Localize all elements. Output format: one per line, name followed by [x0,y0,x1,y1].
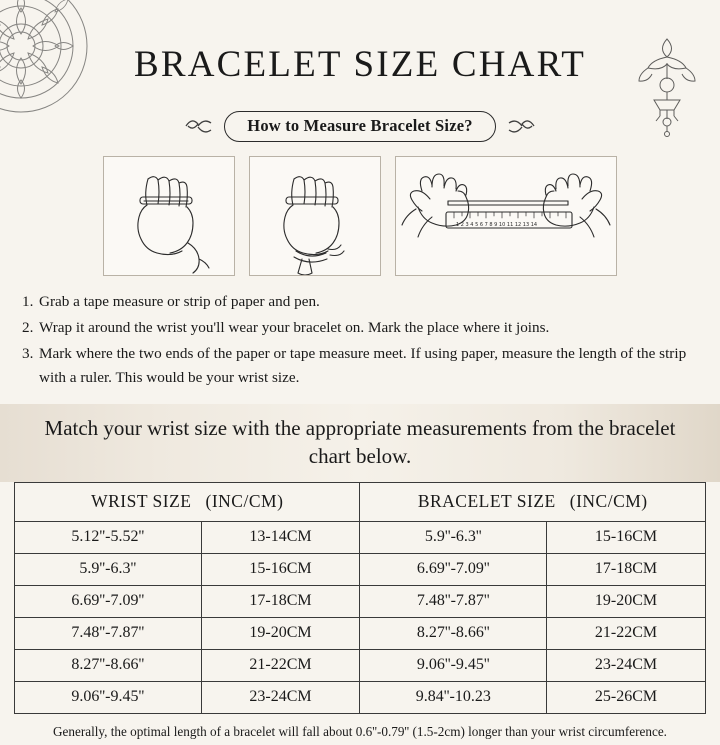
table-header-row [15,482,706,521]
header-bracelet-size [360,482,706,521]
table-row [15,649,706,681]
table-row [15,553,706,585]
cell-bracelet-inch: 6.69''-7.09'' [360,553,547,585]
cell-bracelet-inch: 9.06''-9.45'' [360,649,547,681]
cell-wrist-cm: 19-20CM [201,617,360,649]
step-text: Mark where the two ends of the paper or tape measure meet. If using paper, measure the length of the strip with a ruler. This would be your wrist size. [39,344,687,386]
match-instruction-banner: Match your wrist size with the appropriate measurements from the bracelet chart below. [0,404,720,482]
flourish-left-icon [184,115,214,137]
cell-bracelet-cm: 19-20CM [547,585,706,617]
step-item [22,316,698,340]
cell-wrist-inch: 6.69''-7.09'' [15,585,202,617]
cell-bracelet-cm: 15-16CM [547,521,706,553]
step-text: Grab a tape measure or strip of paper and pen. [39,292,320,310]
cell-wrist-inch: 7.48''-7.87'' [15,617,202,649]
cell-wrist-inch: 8.27''-8.66'' [15,649,202,681]
header-bracelet-label: BRACELET SIZE [417,490,556,511]
step-item [22,342,698,390]
flourish-right-icon [506,115,536,137]
illustration-hands-measuring-ruler [395,156,617,276]
cell-wrist-cm: 21-22CM [201,649,360,681]
step-item [22,290,698,314]
bracelet-size-chart-page [0,25,720,745]
steps-list [22,290,698,390]
step-number: 1. [22,292,34,310]
header-bracelet-unit: (INC/CM) [569,490,648,511]
header-wrist-size [15,482,360,521]
cell-bracelet-cm: 17-18CM [547,553,706,585]
subtitle-pill: How to Measure Bracelet Size? [224,111,495,142]
cell-wrist-cm: 15-16CM [201,553,360,585]
illustration-row [0,156,720,276]
cell-wrist-cm: 23-24CM [201,681,360,713]
cell-wrist-inch: 5.12''-5.52'' [15,521,202,553]
header-wrist-label: WRIST SIZE [91,490,192,511]
cell-bracelet-inch: 5.9''-6.3'' [360,521,547,553]
cell-wrist-cm: 17-18CM [201,585,360,617]
cell-wrist-inch: 5.9''-6.3'' [15,553,202,585]
cell-wrist-inch: 9.06''-9.45'' [15,681,202,713]
step-number: 3. [22,344,34,362]
page-title: BRACELET SIZE CHART [133,43,587,85]
cell-bracelet-cm: 25-26CM [547,681,706,713]
subtitle-row [0,111,720,142]
header-wrist-unit: (INC/CM) [205,490,284,511]
cell-wrist-cm: 13-14CM [201,521,360,553]
footnote-text: Generally, the optimal length of a bracelet will fall about 0.6''-0.79'' (1.5-2cm) longer than your wrist circumference. [53,723,667,739]
cell-bracelet-cm: 23-24CM [547,649,706,681]
table-row [15,681,706,713]
size-chart-table [14,482,706,714]
table-row [15,585,706,617]
step-number: 2. [22,318,34,336]
illustration-hand-with-tape-wrapped [249,156,381,276]
cell-bracelet-inch: 8.27''-8.66'' [360,617,547,649]
svg-text:1 2 3 4 5 6 7 8 9 10 11 12 13: 1 2 3 4 5 6 7 8 9 10 11 12 13 14 [456,221,538,228]
table-row [15,521,706,553]
illustration-hand-with-tape-start [103,156,235,276]
cell-bracelet-inch: 9.84''-10.23 [360,681,547,713]
step-text: Wrap it around the wrist you'll wear your bracelet on. Mark the place where it joins. [39,318,550,336]
cell-bracelet-cm: 21-22CM [547,617,706,649]
cell-bracelet-inch: 7.48''-7.87'' [360,585,547,617]
table-row [15,617,706,649]
